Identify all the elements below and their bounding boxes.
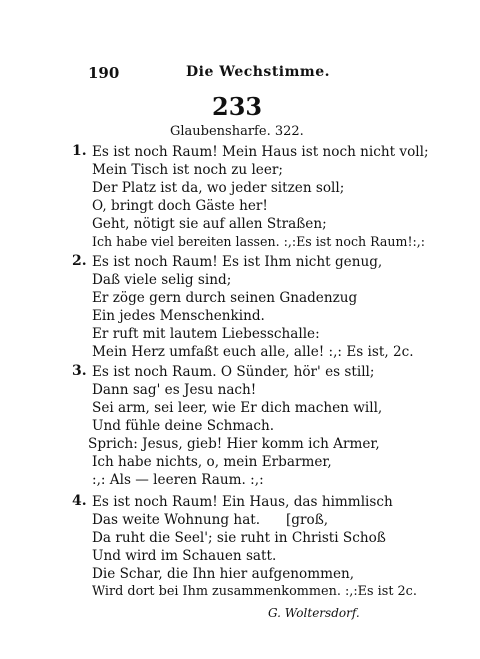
stanza-number: 4. (72, 493, 87, 509)
stanza-number: 2. (72, 253, 87, 269)
stanza-line: Geht, nötigt sie auf allen Straßen; (92, 216, 327, 232)
stanza-line: Daß viele selig sind; (92, 272, 232, 288)
page-number: 190 (88, 64, 120, 82)
stanza-number: 1. (72, 143, 87, 159)
stanza-line: Es ist noch Raum. O Sünder, hör' es still; (92, 364, 375, 380)
stanza-line: Ich habe viel bereiten lassen. :,:Es ist noch Raum!:,: (92, 234, 426, 249)
stanza-line: O, bringt doch Gäste her! (92, 198, 268, 214)
stanza-number: 3. (72, 363, 87, 379)
stanza-line: Und wird im Schauen satt. (92, 548, 277, 564)
stanza-line: Wird dort bei Ihm zusammenkommen. :,:Es ist 2c. (92, 584, 417, 599)
stanza-line: Es ist noch Raum! Es ist Ihm nicht genug, (92, 254, 383, 270)
stanza-line: Mein Tisch ist noch zu leer; (92, 162, 283, 178)
stanza-line: Der Platz ist da, wo jeder sitzen soll; (92, 180, 345, 196)
stanza-line: Mein Herz umfaßt euch alle, alle! :,: Es ist, 2c. (92, 344, 414, 360)
stanza-line: Und fühle deine Schmach. (92, 418, 275, 434)
author-credit: G. Woltersdorf. (268, 606, 360, 620)
stanza-line: Da ruht die Seel'; sie ruht in Christi Schoß (92, 530, 386, 546)
hymn-number: 233 (212, 92, 263, 121)
stanza-line: Das weite Wohnung hat. [groß, (92, 512, 329, 528)
stanza-line: Er ruft mit lautem Liebesschalle: (92, 326, 320, 342)
stanza-line: Es ist noch Raum! Ein Haus, das himmlisch (92, 494, 393, 510)
stanza-line: Die Schar, die Ihn hier aufgenommen, (92, 566, 355, 582)
stanza-line: Ich habe nichts, o, mein Erbarmer, (92, 454, 332, 470)
hymn-source: Glaubensharfe. 322. (170, 124, 304, 139)
stanza-line: Dann sag' es Jesu nach! (92, 382, 257, 398)
stanza-line: Er zöge gern durch seinen Gnadenzug (92, 290, 358, 306)
stanza-line: Ein jedes Menschenkind. (92, 308, 265, 324)
running-head: Die Wechstimme. (186, 64, 331, 80)
stanza-line: :,: Als — leeren Raum. :,: (92, 472, 264, 488)
stanza-line: Sei arm, sei leer, wie Er dich machen will, (92, 400, 383, 416)
stanza-line: Sprich: Jesus, gieb! Hier komm ich Armer, (88, 436, 380, 452)
stanza-line: Es ist noch Raum! Mein Haus ist noch nicht voll; (92, 144, 429, 160)
